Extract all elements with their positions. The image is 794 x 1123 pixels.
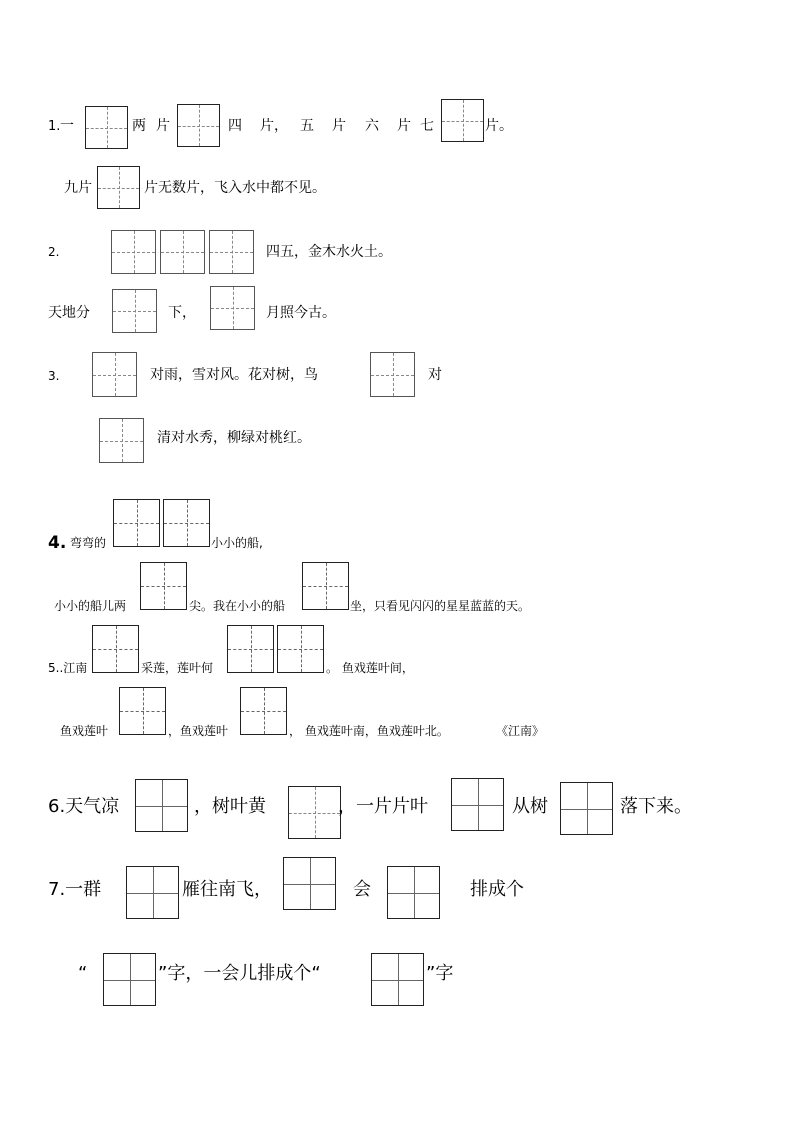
q4-blank-2[interactable]	[163, 499, 210, 547]
q6-text-d: 从树	[512, 796, 548, 817]
q5-text-line2-a: 鱼戏莲叶	[60, 724, 109, 738]
q5-text-c: 。 鱼戏莲叶间，	[326, 661, 414, 675]
q2-number: 2.	[48, 245, 60, 259]
q2-blank-2[interactable]	[160, 230, 205, 274]
q7-text-a: 7.一群	[48, 879, 102, 900]
q1-blank-4[interactable]	[97, 166, 140, 209]
q6-blank-4[interactable]	[560, 782, 613, 835]
q4-text-line2-a: 小小的船儿两	[54, 599, 127, 613]
q6-text-b: ，树叶黄	[194, 796, 266, 817]
q1-text-c: 片	[156, 118, 170, 134]
q1-text-g: 片	[332, 118, 346, 134]
q5-blank-1[interactable]	[92, 625, 139, 673]
q1-text-line2-b: 片无数片，飞入水中都不见。	[144, 180, 326, 196]
q5-blank-4[interactable]	[119, 687, 166, 735]
q4-text-line2-c: 坐，只看见闪闪的星星蓝蓝的天。	[350, 599, 531, 613]
q6-text-c: ，一片片叶	[338, 796, 428, 817]
q4-blank-3[interactable]	[140, 562, 187, 610]
q4-number: 4.	[48, 533, 67, 553]
q2-blank-3[interactable]	[209, 230, 254, 274]
q2-text-line2-a: 天地分	[48, 305, 90, 321]
q2-blank-5[interactable]	[210, 286, 255, 330]
q5-blank-2[interactable]	[227, 625, 274, 673]
q7-text-d: 排成个	[470, 879, 524, 900]
q6-blank-2[interactable]	[288, 786, 341, 839]
q1-number: 1.	[48, 119, 61, 134]
q7-blank-1[interactable]	[126, 866, 179, 919]
q3-blank-3[interactable]	[99, 418, 144, 463]
q1-text-i: 片	[397, 118, 411, 134]
q1-text-h: 六	[365, 118, 379, 134]
q1-text-j: 七	[420, 118, 434, 134]
q5-text-a: 5..江南	[48, 661, 88, 675]
q7-text-line2-b: ”字，一会儿排成个“	[158, 963, 321, 984]
q2-blank-1[interactable]	[111, 230, 156, 274]
q7-blank-4[interactable]	[103, 953, 156, 1006]
q4-text-line2-b: 尖。我在小小的船	[189, 599, 286, 613]
q6-text-a: 6.天气凉	[48, 796, 120, 817]
q5-text-line2-c: ， 鱼戏莲叶南，鱼戏莲叶北。	[289, 724, 449, 738]
q6-blank-1[interactable]	[135, 779, 188, 832]
q6-text-e: 落下来。	[620, 796, 692, 817]
q1-blank-3[interactable]	[441, 99, 484, 142]
q7-blank-2[interactable]	[283, 857, 336, 910]
q7-blank-5[interactable]	[371, 953, 424, 1006]
q3-blank-1[interactable]	[92, 352, 137, 397]
q1-blank-2[interactable]	[177, 104, 220, 147]
q1-text-d: 四	[228, 118, 242, 134]
q2-blank-4[interactable]	[112, 289, 157, 333]
q6-blank-3[interactable]	[451, 778, 504, 831]
q1-text-a: 一	[60, 118, 74, 134]
q2-text-line2-b: 下，	[168, 305, 196, 321]
q5-blank-5[interactable]	[240, 687, 287, 735]
q1-blank-1[interactable]	[85, 106, 128, 149]
q5-text-line2-d: 《江南》	[496, 724, 545, 738]
q4-text-b: 小小的船,	[211, 536, 263, 550]
q7-text-line2-c: ”字	[426, 963, 454, 984]
q4-text-a: 弯弯的	[70, 536, 107, 550]
q4-blank-1[interactable]	[113, 499, 160, 547]
q1-text-line2-a: 九片	[64, 180, 92, 196]
q2-text-a: 四五，金木水火土。	[266, 244, 392, 260]
q3-number: 3.	[48, 369, 60, 383]
q1-text-k: 片。	[485, 118, 513, 134]
q7-text-b: 雁往南飞，	[182, 879, 272, 900]
q1-text-f: 五	[300, 118, 314, 134]
q7-text-line2-a: “	[78, 963, 88, 984]
q5-text-b: 采莲，莲叶何	[141, 661, 214, 675]
q3-text-b: 对	[428, 367, 442, 383]
q2-text-line2-c: 月照今古。	[266, 305, 336, 321]
q1-text-e: 片，	[260, 118, 288, 134]
q5-blank-3[interactable]	[277, 625, 324, 673]
q4-blank-4[interactable]	[302, 562, 349, 610]
q7-text-c: 会	[353, 879, 371, 900]
q1-text-b: 两	[132, 118, 146, 134]
q3-blank-2[interactable]	[370, 352, 415, 397]
q3-text-a: 对雨，雪对风。花对树，鸟	[150, 367, 318, 383]
q7-blank-3[interactable]	[387, 866, 440, 919]
q3-text-line2-a: 清对水秀，柳绿对桃红。	[157, 430, 311, 446]
q5-text-line2-b: ，鱼戏莲叶	[168, 724, 229, 738]
